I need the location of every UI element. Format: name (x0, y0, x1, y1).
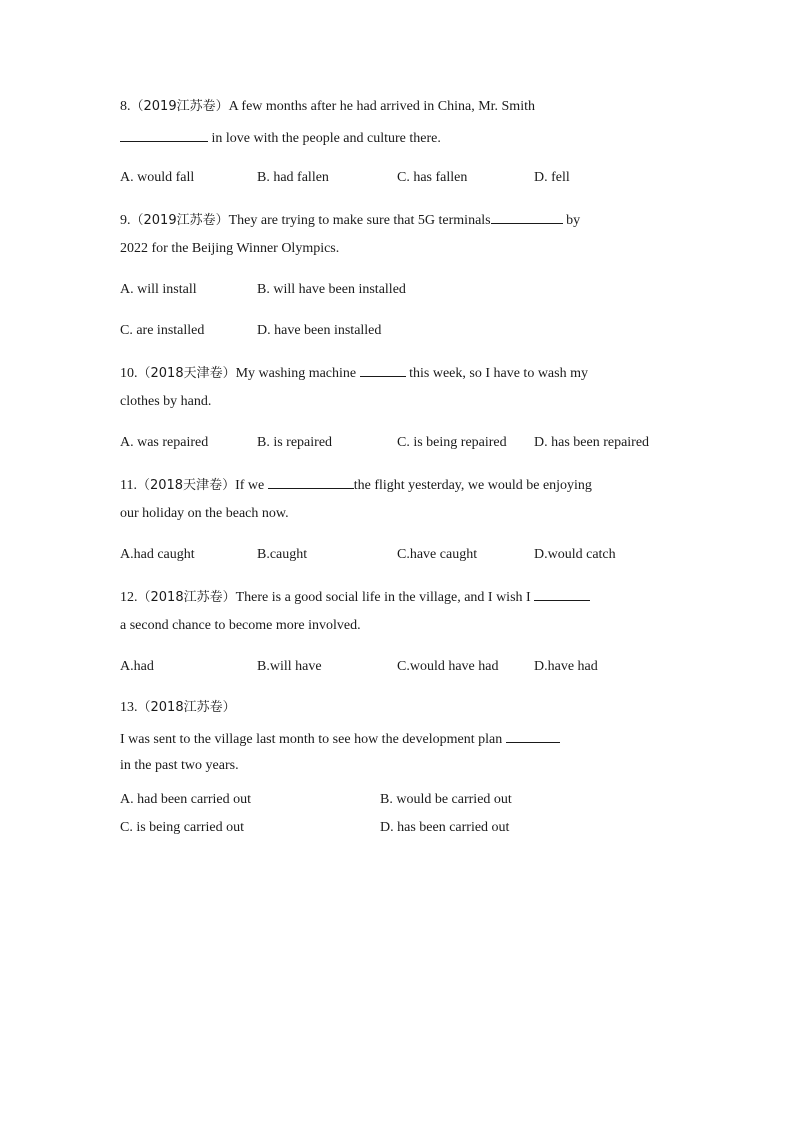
answer-blank[interactable] (506, 727, 560, 743)
option-c[interactable]: C. are installed (120, 323, 205, 338)
question-text: by (562, 213, 581, 228)
option-c[interactable]: C.have caught (397, 547, 478, 562)
option-b[interactable]: B. would be carried out (380, 792, 512, 807)
question-11-line-2 (120, 503, 680, 533)
question-text: 2022 for the Beijing Winner Olympics. (120, 241, 340, 256)
option-d[interactable]: D. fell (534, 170, 570, 185)
question-source: （2018江苏卷） (137, 590, 236, 605)
question-number: 8. (120, 99, 131, 114)
question-text: My washing machine (235, 366, 360, 381)
question-12-options (120, 656, 680, 686)
question-12 (120, 585, 680, 686)
question-source: （2018天津卷） (136, 478, 236, 493)
option-d[interactable]: D.would catch (534, 547, 616, 562)
question-13-options-row-2 (120, 817, 680, 845)
question-source: （2018江苏卷） (137, 700, 236, 715)
option-b[interactable]: B. is repaired (257, 435, 333, 450)
question-13-line-3 (120, 755, 680, 783)
question-text: the flight yesterday, we would be enjoying (353, 478, 592, 493)
question-10-line-1 (120, 361, 680, 391)
question-12-line-2 (120, 615, 680, 645)
question-text: There is a good social life in the village, and I wish I (235, 590, 535, 605)
option-c[interactable]: C. is being carried out (120, 820, 245, 835)
option-d[interactable]: D.have had (534, 659, 598, 674)
question-11-line-1 (120, 473, 680, 503)
question-text: in the past two years. (120, 758, 239, 773)
option-d[interactable]: D. has been carried out (380, 820, 510, 835)
question-13-line-1 (120, 697, 680, 727)
question-10 (120, 361, 680, 462)
question-10-line-2 (120, 391, 680, 421)
answer-blank[interactable] (268, 473, 354, 489)
question-9 (120, 208, 680, 350)
question-text: in love with the people and culture there. (208, 131, 441, 146)
question-10-options (120, 432, 680, 462)
option-a[interactable]: A. would fall (120, 170, 195, 185)
question-text: They are trying to make sure that 5G terminals (228, 213, 491, 228)
option-b[interactable]: B. will have been installed (257, 282, 406, 297)
question-text: this week, so I have to wash my (405, 366, 588, 381)
question-13-options-row-1 (120, 789, 680, 817)
option-c[interactable]: C. has fallen (397, 170, 468, 185)
question-text: I was sent to the village last month to see how the development plan (120, 732, 506, 747)
option-c[interactable]: C.would have had (397, 659, 499, 674)
question-text: A few months after he had arrived in China, Mr. Smith (228, 99, 535, 114)
option-b[interactable]: B.will have (257, 659, 322, 674)
answer-blank[interactable] (491, 208, 563, 224)
question-12-line-1 (120, 585, 680, 615)
question-8-line-2 (120, 126, 680, 156)
question-9-line-2 (120, 238, 680, 268)
option-a[interactable]: A. had been carried out (120, 792, 251, 807)
option-a[interactable]: A.had (120, 659, 154, 674)
answer-blank[interactable] (534, 585, 590, 601)
question-text: If we (235, 478, 268, 493)
question-number: 10. (120, 366, 138, 381)
question-text: a second chance to become more involved. (120, 618, 361, 633)
option-a[interactable]: A. was repaired (120, 435, 209, 450)
answer-blank[interactable] (120, 126, 208, 142)
question-9-options-row-2 (120, 320, 680, 350)
question-13-line-2 (120, 727, 680, 755)
question-number: 9. (120, 213, 131, 228)
question-list (120, 96, 680, 845)
question-11-options (120, 544, 680, 574)
question-number: 11. (120, 478, 137, 493)
question-13 (120, 697, 680, 845)
option-a[interactable]: A. will install (120, 282, 197, 297)
question-8-line-1 (120, 96, 680, 126)
question-source: （2018天津卷） (137, 366, 236, 381)
question-11 (120, 473, 680, 574)
answer-blank[interactable] (360, 361, 406, 377)
option-c[interactable]: C. is being repaired (397, 435, 507, 450)
question-8-options (120, 167, 680, 197)
option-a[interactable]: A.had caught (120, 547, 195, 562)
option-d[interactable]: D. have been installed (257, 323, 382, 338)
question-text: our holiday on the beach now. (120, 506, 289, 521)
question-number: 13. (120, 700, 138, 715)
question-source: （2019江苏卷） (130, 99, 229, 114)
question-text: clothes by hand. (120, 394, 212, 409)
question-9-options-row-1 (120, 279, 680, 309)
option-b[interactable]: B. had fallen (257, 170, 329, 185)
question-number: 12. (120, 590, 138, 605)
question-source: （2019江苏卷） (130, 213, 229, 228)
option-d[interactable]: D. has been repaired (534, 435, 650, 450)
option-b[interactable]: B.caught (257, 547, 308, 562)
question-9-line-1 (120, 208, 680, 238)
question-8 (120, 96, 680, 197)
